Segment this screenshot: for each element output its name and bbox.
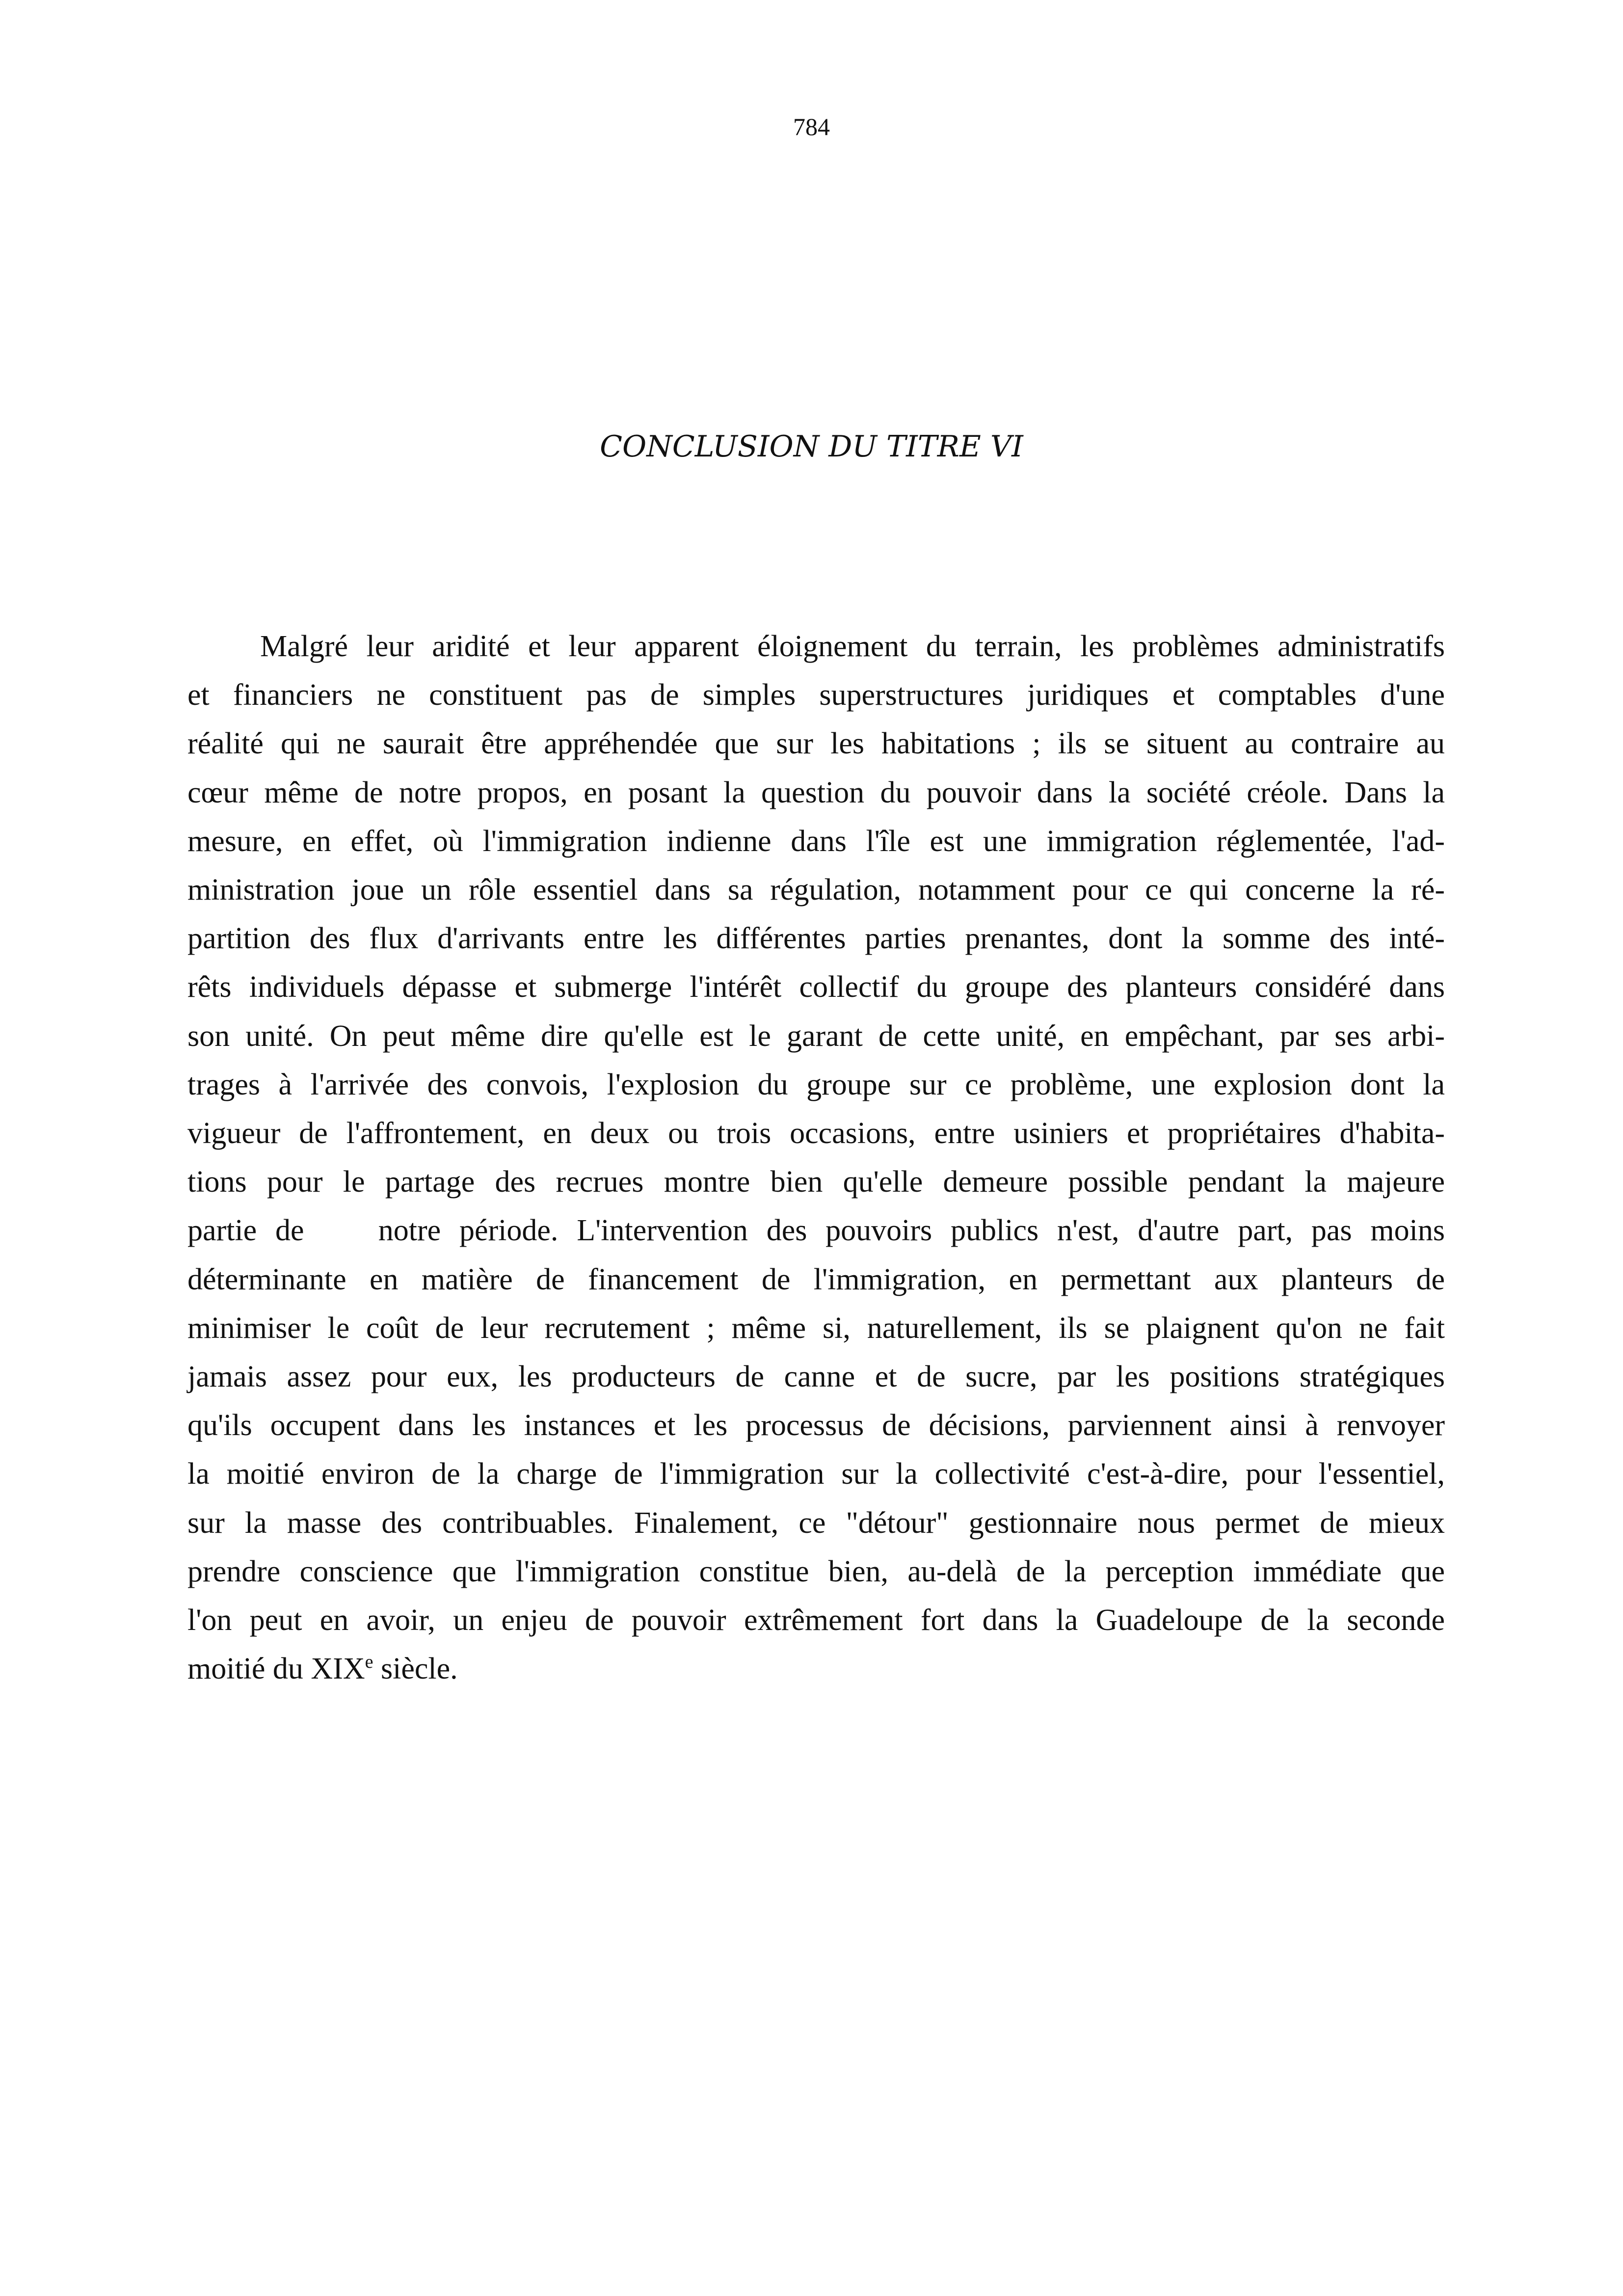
paragraph-line: rêts individuels dépasse et submerge l'intérêt collectif du groupe des planteurs considéré dans bbox=[187, 970, 1445, 1004]
paragraph-line: mesure, en effet, où l'immigration indienne dans l'île est une immigration réglementée, l'ad- bbox=[187, 824, 1445, 858]
paragraph-line: sur la masse des contribuables. Finalement, ce "détour" gestionnaire nous permet de mieux bbox=[187, 1506, 1445, 1540]
paragraph-line: vigueur de l'affrontement, en deux ou trois occasions, entre usiniers et propriétaires d'habita- bbox=[187, 1117, 1445, 1150]
paragraph-line: partie de notre période. L'intervention des pouvoirs publics n'est, d'autre part, pas moins bbox=[187, 1214, 1445, 1248]
last-line-suffix: siècle. bbox=[373, 1652, 458, 1686]
paragraph-line: son unité. On peut même dire qu'elle est le garant de cette unité, en empêchant, par ses arbi- bbox=[187, 1019, 1445, 1053]
last-line-prefix: moitié du XIX bbox=[187, 1652, 365, 1686]
paragraph-line: partition des flux d'arrivants entre les différentes parties prenantes, dont la somme des inté- bbox=[187, 922, 1445, 956]
paragraph-line: tions pour le partage des recrues montre bien qu'elle demeure possible pendant la majeure bbox=[187, 1165, 1445, 1199]
paragraph-line: qu'ils occupent dans les instances et les processus de décisions, parviennent ainsi à renvoyer bbox=[187, 1409, 1445, 1442]
paragraph-line: trages à l'arrivée des convois, l'explosion du groupe sur ce problème, une explosion dont la bbox=[187, 1068, 1445, 1101]
paragraph-line: prendre conscience que l'immigration constitue bien, au-delà de la perception immédiate que bbox=[187, 1554, 1445, 1588]
paragraph-line: et financiers ne constituent pas de simples superstructures juridiques et comptables d'une bbox=[187, 678, 1445, 712]
paragraph-line: Malgré leur aridité et leur apparent éloignement du terrain, les problèmes administratifs bbox=[260, 630, 1445, 663]
paragraph-line: réalité qui ne saurait être appréhendée que sur les habitations ; ils se situent au contraire au bbox=[187, 727, 1445, 761]
paragraph-line: cœur même de notre propos, en posant la question du pouvoir dans la société créole. Dans la bbox=[187, 775, 1445, 809]
paragraph-last-line bbox=[187, 1645, 1445, 1693]
paragraph-line: la moitié environ de la charge de l'immigration sur la collectivité c'est-à-dire, pour l'essentiel, bbox=[187, 1457, 1445, 1491]
section-title: CONCLUSION DU TITRE VI bbox=[600, 429, 1023, 464]
paragraph-line: jamais assez pour eux, les producteurs de canne et de sucre, par les positions stratégiques bbox=[187, 1360, 1445, 1394]
page-number: 784 bbox=[793, 113, 830, 140]
body-paragraph bbox=[187, 622, 1445, 1693]
paragraph-line: l'on peut en avoir, un enjeu de pouvoir extrêmement fort dans la Guadeloupe de la seconde bbox=[187, 1603, 1445, 1637]
paragraph-line: minimiser le coût de leur recrutement ; même si, naturellement, ils se plaignent qu'on ne fait bbox=[187, 1311, 1445, 1345]
paragraph-line: ministration joue un rôle essentiel dans sa régulation, notamment pour ce qui concerne la ré- bbox=[187, 873, 1445, 907]
superscript-e: e bbox=[365, 1652, 373, 1673]
paragraph-line: déterminante en matière de financement de l'immigration, en permettant aux planteurs de bbox=[187, 1262, 1445, 1296]
